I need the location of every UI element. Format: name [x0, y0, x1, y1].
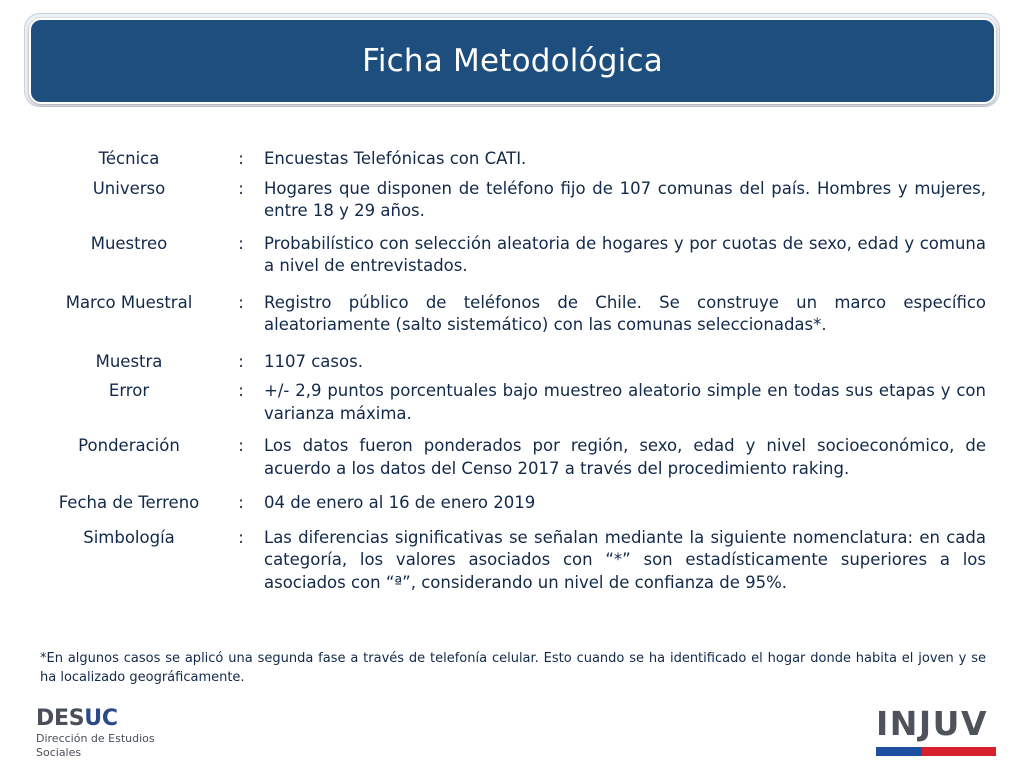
methodology-fields	[40, 148, 986, 594]
desuc-logo-line1: Dirección de Estudios	[36, 732, 155, 745]
injuv-logo	[876, 706, 996, 756]
field-value: Encuestas Telefónicas con CATI.	[264, 149, 527, 168]
field-value: Registro público de teléfonos de Chile. Se construye un marco específico aleatoriamente (salto sistemático) con las comunas seleccionadas*.	[264, 292, 986, 334]
field-value: +/- 2,9 puntos porcentuales bajo muestreo aleatorio simple en todas sus etapas y con varianza máxima.	[264, 381, 986, 423]
flag-stripe-blue	[876, 747, 922, 756]
field-value: Hogares que disponen de teléfono fijo de 107 comunas del país. Hombres y mujeres, entre 18 y 29 años.	[264, 178, 986, 220]
desuc-logo	[36, 706, 155, 760]
field-separator: :	[238, 527, 244, 547]
injuv-logo-name: INJUV	[876, 704, 989, 743]
field-value: Las diferencias significativas se señalan mediante la siguiente nomenclatura: en cada categoría, los valores asociados con “*” son estadísticamente superiores a los asociados con “ª”, considerando un nivel de confianza de 95%.	[264, 527, 986, 592]
field-label: Técnica	[98, 149, 160, 168]
field-value: Los datos fueron ponderados por región, sexo, edad y nivel socioeconómico, de acuerdo a los datos del Censo 2017 a través del procedimiento raking.	[264, 436, 986, 478]
field-row	[40, 527, 986, 595]
field-row	[40, 492, 986, 515]
field-row	[40, 351, 986, 374]
field-label: Universo	[92, 178, 166, 198]
field-label: Muestra	[95, 351, 163, 371]
title-bar	[29, 18, 996, 104]
field-row	[40, 292, 986, 337]
field-label: Error	[108, 381, 150, 400]
flag-stripe	[876, 747, 996, 756]
desuc-logo-name-part1: DES	[36, 706, 85, 731]
field-label: Marco Muestral	[65, 292, 193, 312]
field-label: Simbología	[83, 527, 175, 547]
field-row	[40, 435, 986, 480]
field-label: Ponderación	[78, 436, 180, 455]
field-separator: :	[238, 381, 244, 400]
field-label: Muestreo	[90, 233, 168, 253]
field-separator: :	[238, 178, 244, 198]
flag-stripe-red	[922, 747, 996, 756]
field-row	[40, 233, 986, 278]
field-row	[40, 148, 986, 171]
field-label: Fecha de Terreno	[58, 493, 200, 512]
field-separator: :	[238, 351, 244, 371]
field-separator: :	[238, 292, 244, 312]
desuc-logo-name	[36, 706, 155, 732]
field-separator: :	[238, 233, 244, 253]
field-value: 1107 casos.	[264, 351, 363, 371]
field-row	[40, 178, 986, 223]
field-row	[40, 380, 986, 425]
field-value: 04 de enero al 16 de enero 2019	[264, 493, 536, 512]
field-separator: :	[238, 436, 244, 455]
field-value: Probabilístico con selección aleatoria de hogares y por cuotas de sexo, edad y comuna a nivel de entrevistados.	[264, 233, 986, 275]
page-title: Ficha Metodológica	[362, 43, 663, 79]
field-separator: :	[238, 493, 244, 512]
desuc-logo-line2: Sociales	[36, 746, 82, 759]
field-separator: :	[238, 149, 244, 168]
desuc-logo-name-part2: UC	[84, 706, 118, 731]
footnote: *En algunos casos se aplicó una segunda fase a través de telefonía celular. Esto cuando se ha identificado el hogar donde habita el joven y se ha localizado geográficamente.	[40, 651, 986, 685]
